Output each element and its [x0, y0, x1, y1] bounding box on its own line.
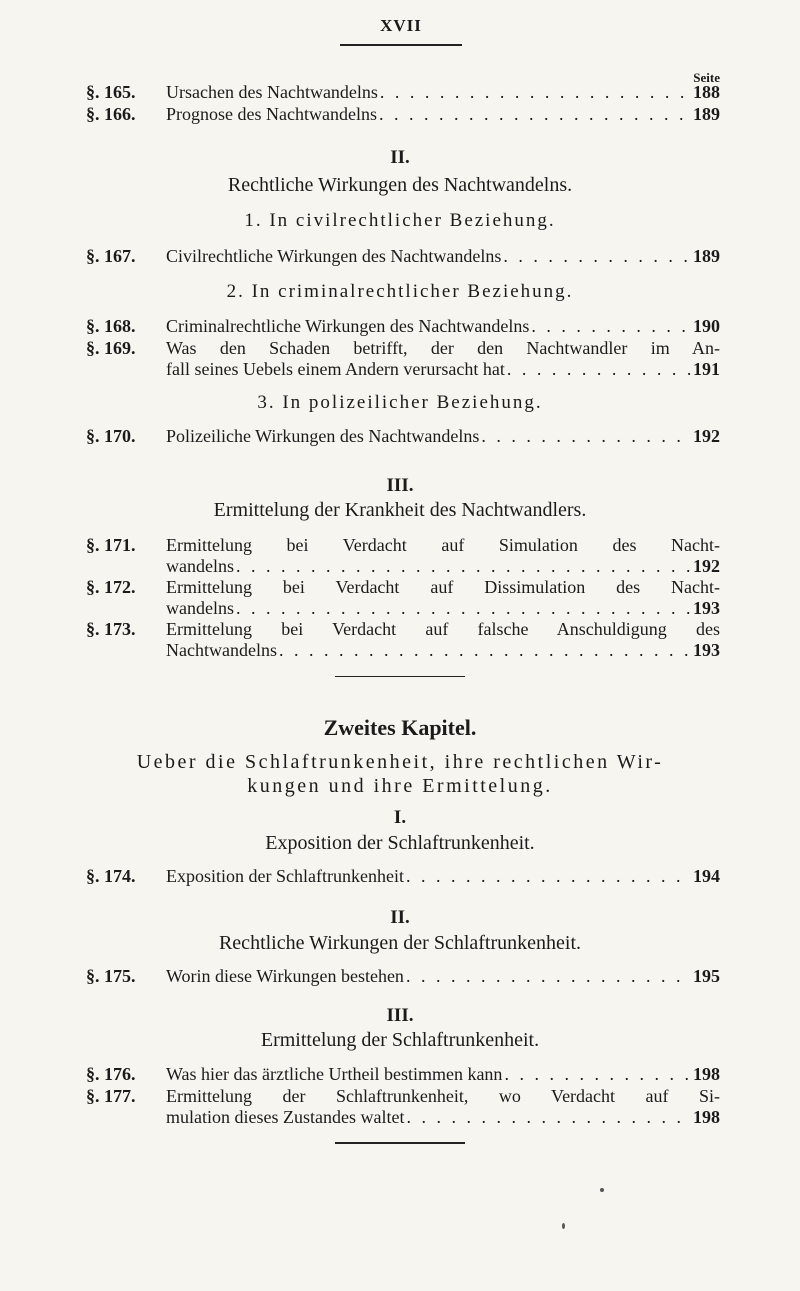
entry-title-cont: mulation dieses Zustandes waltet	[166, 1107, 405, 1127]
leader-dots	[507, 359, 691, 380]
entry-title-cont: wandelns	[166, 556, 234, 576]
page-ref: 198	[693, 1064, 720, 1084]
seite-label: Seite	[693, 70, 720, 85]
roman-heading: III.	[386, 475, 414, 496]
section-heading: Rechtliche Wirkungen der Schlaftrunkenheit.	[218, 932, 582, 954]
page-ref: 189	[693, 246, 720, 266]
entry-title: Ursachen des Nachtwandelns	[166, 82, 378, 102]
section-number: §. 166.	[86, 104, 136, 124]
subsection-heading: 3. In polizeilicher Beziehung.	[257, 392, 543, 413]
section-heading: Rechtliche Wirkungen des Nachtwandelns.	[227, 174, 573, 196]
leader-dots	[236, 556, 691, 577]
page-ref: 195	[693, 966, 720, 986]
entry-title-cont: Nachtwandelns	[166, 640, 277, 660]
roman-heading: II.	[390, 907, 410, 928]
entry-title: Ermittelung bei Verdacht auf Dissimulation des Nacht-	[166, 577, 720, 597]
chapter-heading: Zweites Kapitel.	[323, 715, 477, 740]
leader-dots	[379, 104, 691, 125]
leader-dots	[380, 82, 691, 103]
entry-title: Ermittelung bei Verdacht auf Simulation des Nacht-	[166, 535, 720, 555]
entry-title: Criminalrechtliche Wirkungen des Nachtwandelns	[166, 316, 530, 336]
page-ref: 193	[693, 598, 720, 618]
leader-dots	[503, 246, 691, 267]
section-heading: Exposition der Schlaftrunkenheit.	[265, 832, 535, 854]
section-heading: Ermittelung der Schlaftrunkenheit.	[260, 1029, 540, 1051]
chapter-title-line-1: Ueber die Schlaftrunkenheit, ihre rechtlichen Wir-	[136, 751, 664, 773]
section-number: §. 167.	[86, 246, 136, 266]
section-number: §. 173.	[86, 619, 136, 639]
entry-title: Was den Schaden betrifft, der den Nachtwandler im An-	[166, 338, 720, 358]
page-ref: 188	[693, 82, 720, 102]
leader-dots	[406, 1107, 691, 1128]
page-ref: 194	[693, 866, 720, 886]
section-number: §. 177.	[86, 1086, 136, 1106]
subsection-heading: 2. In criminalrechtlicher Beziehung.	[226, 281, 574, 302]
page-ref: 189	[693, 104, 720, 124]
entry-title-cont: wandelns	[166, 598, 234, 618]
ink-speck	[600, 1188, 604, 1192]
leader-dots	[481, 426, 691, 447]
entry-title: Ermittelung bei Verdacht auf falsche Anschuldigung des	[166, 619, 720, 639]
section-number: §. 170.	[86, 426, 136, 446]
section-number: §. 174.	[86, 866, 136, 886]
section-number: §. 172.	[86, 577, 136, 597]
section-number: §. 175.	[86, 966, 136, 986]
ink-speck	[562, 1223, 565, 1229]
page-ref: 190	[693, 316, 720, 336]
leader-dots	[236, 598, 691, 619]
entry-title: Worin diese Wirkungen bestehen	[166, 966, 404, 986]
entry-title: Civilrechtliche Wirkungen des Nachtwandelns	[166, 246, 502, 266]
leader-dots	[531, 316, 691, 337]
entry-title: Was hier das ärztliche Urtheil bestimmen kann	[166, 1064, 503, 1084]
entry-title: Ermittelung der Schlaftrunkenheit, wo Verdacht auf Si-	[166, 1086, 720, 1106]
section-number: §. 165.	[86, 82, 136, 102]
entry-title: Prognose des Nachtwandelns	[166, 104, 377, 124]
chapter-rule	[335, 676, 465, 677]
chapter-title-line-2: kungen und ihre Ermittelung.	[247, 775, 553, 797]
page-ref: 192	[693, 556, 720, 576]
page-ref: 198	[693, 1107, 720, 1127]
entry-title: Polizeiliche Wirkungen des Nachtwandelns	[166, 426, 480, 446]
leader-dots	[406, 966, 691, 987]
page-ref: 193	[693, 640, 720, 660]
section-number: §. 176.	[86, 1064, 136, 1084]
roman-heading: II.	[390, 147, 410, 168]
footer-rule	[335, 1142, 465, 1144]
roman-heading: III.	[386, 1005, 414, 1026]
roman-heading: I.	[393, 807, 407, 828]
section-number: §. 168.	[86, 316, 136, 336]
section-heading: Ermittelung der Krankheit des Nachtwandlers.	[213, 499, 587, 521]
page-number: XVII	[380, 16, 422, 35]
section-number: §. 169.	[86, 338, 136, 358]
header-rule	[340, 44, 462, 46]
page-ref: 191	[693, 359, 720, 379]
leader-dots	[279, 640, 691, 661]
entry-title: Exposition der Schlaftrunkenheit	[166, 866, 404, 886]
entry-title-cont: fall seines Uebels einem Andern verursacht hat	[166, 359, 505, 379]
page-ref: 192	[693, 426, 720, 446]
leader-dots	[406, 866, 691, 887]
leader-dots	[504, 1064, 691, 1085]
subsection-heading: 1. In civilrechtlicher Beziehung.	[244, 210, 556, 231]
section-number: §. 171.	[86, 535, 136, 555]
